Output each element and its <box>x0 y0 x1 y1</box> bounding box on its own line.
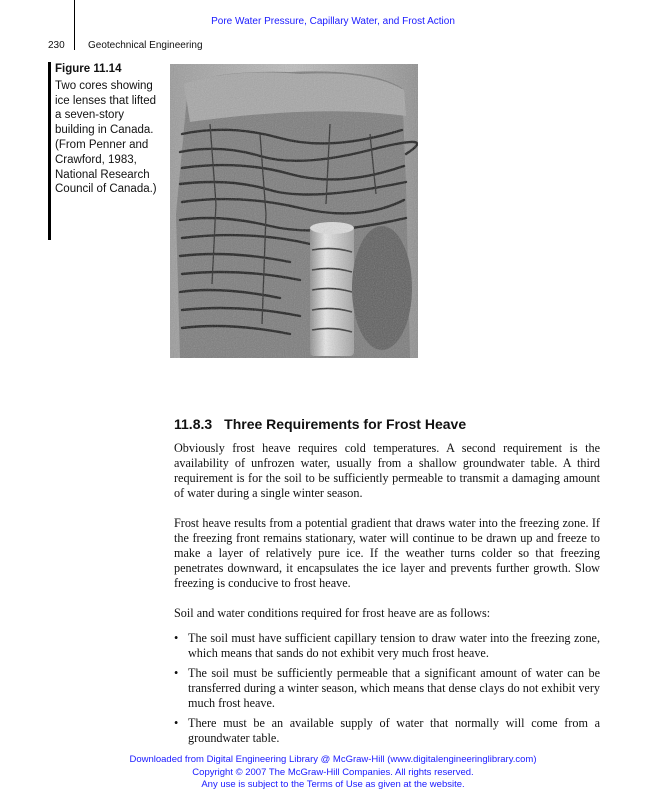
bullet-icon: • <box>174 716 179 730</box>
section-heading <box>174 416 466 432</box>
figure-caption <box>48 62 160 240</box>
header-divider <box>74 0 75 50</box>
section-title: Three Requirements for Frost Heave <box>224 416 467 432</box>
running-head: Pore Water Pressure, Capillary Water, and Frost Action <box>211 16 455 27</box>
requirements-list <box>174 631 600 751</box>
section-number: 11.8.3 <box>174 416 213 432</box>
footer-copyright: Copyright © 2007 The McGraw-Hill Companies. All rights reserved. <box>192 766 474 778</box>
book-title: Geotechnical Engineering <box>88 40 203 51</box>
bullet-icon: • <box>174 631 179 645</box>
bullet-icon: • <box>174 666 179 680</box>
footer <box>0 754 666 792</box>
figure-caption-text: Two cores showing ice lenses that lifted a seven-story building in Canada. (From Penner and Crawford, 1983, National Research Council of Canada.) <box>55 79 157 196</box>
ice-lens-core-photo <box>170 64 418 358</box>
footer-terms-link[interactable]: Any use is subject to the Terms of Use as given at the website. <box>201 779 465 790</box>
list-item-text: The soil must have sufficient capillary tension to draw water into the freezing zone, which means that sands do not exhibit very much frost heave. <box>188 631 600 660</box>
list-item <box>174 666 600 711</box>
page-number: 230 <box>48 40 65 51</box>
list-item <box>174 631 600 661</box>
paragraph: Obviously frost heave requires cold temperatures. A second requirement is the availability of unfrozen water, usually from a shallow groundwater table. A third requirement is for the soil to be sufficiently permeable to transmit a damaging amount of water during a single winter season. <box>174 441 600 500</box>
list-item-text: There must be an available supply of water that normally will come from a groundwater table. <box>188 716 600 745</box>
figure-label: Figure 11.14 <box>55 63 122 75</box>
paragraph: Soil and water conditions required for frost heave are as follows: <box>174 606 491 620</box>
footer-download-link[interactable]: Downloaded from Digital Engineering Library @ McGraw-Hill (www.digitalengineeringlibrary.com) <box>129 754 537 765</box>
paragraph: Frost heave results from a potential gradient that draws water into the freezing zone. If the freezing front remains stationary, water will continue to be drawn up and freeze to make a layer of relatively pure ice. If the weather turns colder so that freezing penetrates downward, it encapsulates the ice layer and prevents further growth. Slow freezing is conducive to frost heave. <box>174 516 600 590</box>
list-item <box>174 716 600 746</box>
list-item-text: The soil must be sufficiently permeable that a significant amount of water can be transferred during a winter season, which means that dense clays do not exhibit very much frost heave. <box>188 666 600 710</box>
